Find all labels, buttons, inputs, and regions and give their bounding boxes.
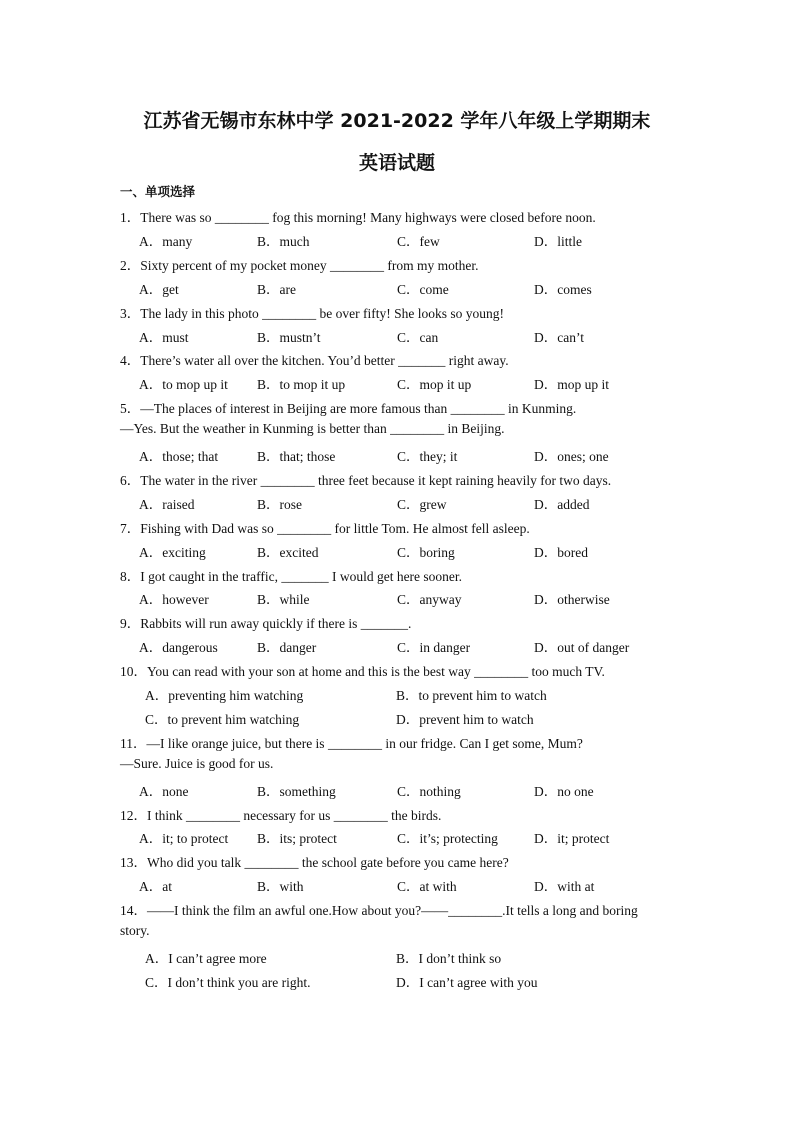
answer-option: D．it; protect — [534, 831, 610, 847]
question-text: —Yes. But the weather in Kunming is better than ________ in Beijing. — [120, 421, 505, 437]
question-text: 2．Sixty percent of my pocket money ________ from my mother. — [120, 257, 479, 273]
answer-option: D．with at — [534, 879, 595, 895]
answer-option: D．ones; one — [534, 449, 609, 464]
question-text: 4．There’s water all over the kitchen. You’d better _______ right away. — [120, 353, 509, 369]
answer-option: A．get — [139, 281, 179, 297]
answer-option: B．much — [257, 233, 310, 249]
answer-option: B．its; protect — [257, 831, 337, 847]
answer-option: A．raised — [139, 496, 195, 512]
answer-option: B．to prevent him to watch — [396, 688, 547, 703]
answer-option: B．are — [257, 281, 296, 297]
question-text: 3．The lady in this photo ________ be over fifty! She looks so young! — [120, 305, 504, 321]
answer-option: D．prevent him to watch — [396, 711, 534, 727]
answer-option: C．in danger — [397, 640, 471, 656]
answer-option: C．it’s; protecting — [397, 831, 498, 847]
answer-option: B．rose — [257, 496, 302, 512]
question-text: —Sure. Juice is good for us. — [120, 755, 274, 771]
answer-option: A．to mop up it — [139, 377, 228, 393]
answer-option: A．exciting — [139, 544, 206, 560]
answer-option: A．preventing him watching — [145, 688, 304, 703]
question-text: 8．I got caught in the traffic, _______ I would get here sooner. — [120, 568, 463, 584]
answer-option: B．mustn’t — [257, 329, 321, 345]
answer-option: B．I don’t think so — [396, 950, 502, 966]
answer-option: C．they; it — [397, 449, 458, 464]
question-text: 1．There was so ________ fog this morning! Many highways were closed before noon. — [120, 210, 596, 225]
document-title: 江苏省无锡市东林中学 2021-2022 学年八年级上学期期末 — [143, 110, 651, 132]
answer-option: D．comes — [534, 281, 592, 297]
answer-option: A．those; that — [139, 449, 219, 464]
answer-option: A．must — [139, 329, 189, 345]
question-text: 7．Fishing with Dad was so ________ for little Tom. He almost fell asleep. — [120, 520, 530, 536]
question-text: 12．I think ________ necessary for us ________ the birds. — [120, 807, 442, 823]
question-text: 9．Rabbits will run away quickly if there is _______. — [120, 616, 412, 632]
answer-option: C．mop it up — [397, 377, 472, 393]
answer-option: D．I can’t agree with you — [396, 974, 538, 990]
answer-option: D．no one — [534, 783, 594, 799]
answer-option: A．none — [139, 783, 189, 799]
answer-option: C．at with — [397, 879, 457, 895]
answer-option: C．grew — [397, 496, 447, 512]
answer-option: D．added — [534, 496, 590, 512]
answer-option: A．at — [139, 879, 172, 895]
answer-option: B．something — [257, 783, 336, 799]
answer-option: C．can — [397, 329, 439, 345]
question-text: 5．—The places of interest in Beijing are more famous than ________ in Kunming. — [120, 401, 577, 417]
answer-option: B．danger — [257, 640, 317, 656]
question-text: 6．The water in the river ________ three feet because it kept raining heavily for two days. — [120, 472, 612, 488]
answer-option: C．come — [397, 281, 449, 297]
answer-option: B．that; those — [257, 449, 336, 464]
answer-option: C．boring — [397, 544, 455, 560]
question-text: story. — [120, 923, 150, 938]
answer-option: A．I can’t agree more — [145, 950, 267, 966]
question-text: 11．—I like orange juice, but there is ________ in our fridge. Can I get some, Mum? — [120, 735, 583, 751]
answer-option: B．excited — [257, 544, 319, 560]
answer-option: C．I don’t think you are right. — [145, 974, 311, 990]
answer-option: D．mop up it — [534, 377, 610, 393]
answer-option: C．nothing — [397, 783, 461, 799]
question-text: 13．Who did you talk ________ the school gate before you came here? — [120, 855, 509, 871]
answer-option: A．it; to protect — [139, 831, 229, 847]
section-heading: 一、单项选择 — [120, 184, 196, 199]
answer-option: D．bored — [534, 544, 588, 560]
question-text: 14．——I think the film an awful one.How about you?——________.It tells a long and boring — [120, 903, 638, 919]
answer-option: A．many — [139, 233, 193, 249]
answer-option: D．little — [534, 233, 582, 249]
answer-option: C．few — [397, 233, 440, 249]
answer-option: D．out of danger — [534, 640, 630, 656]
answer-option: C．anyway — [397, 592, 462, 608]
answer-option: A．however — [139, 592, 209, 608]
document-subtitle: 英语试题 — [358, 152, 435, 174]
answer-option: D．can’t — [534, 329, 584, 345]
question-text: 10．You can read with your son at home and this is the best way ________ too much TV. — [120, 664, 605, 680]
answer-option: B．to mop it up — [257, 377, 346, 393]
answer-option: A．dangerous — [139, 640, 218, 656]
answer-option: B．with — [257, 879, 304, 895]
answer-option: B．while — [257, 592, 310, 608]
answer-option: C．to prevent him watching — [145, 711, 300, 727]
answer-option: D．otherwise — [534, 592, 610, 608]
